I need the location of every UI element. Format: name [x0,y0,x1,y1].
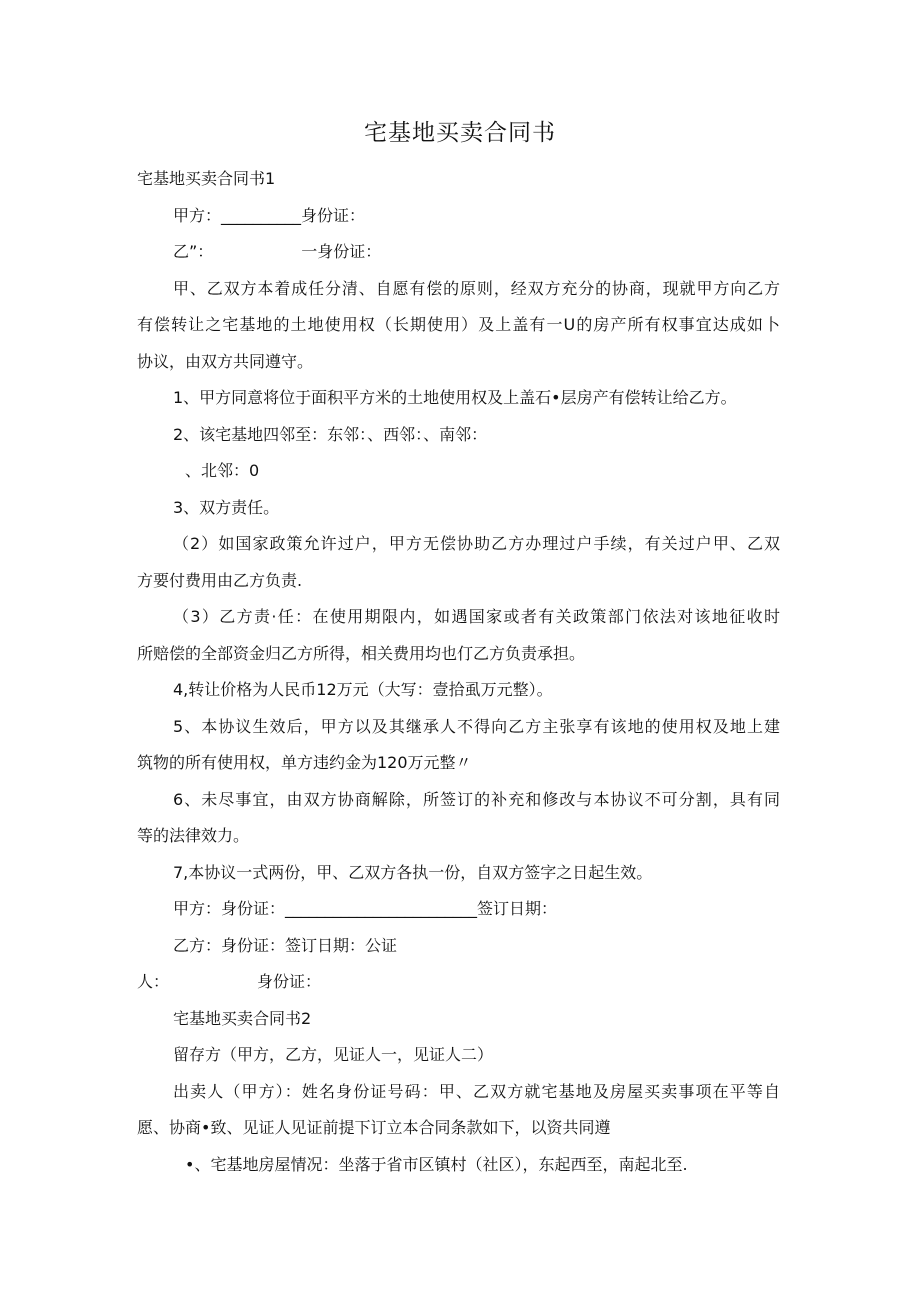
signature-party-b: 乙方：身份证：签订日期：公证 [173,936,398,955]
party-a-line: 甲方：__________身份证： [173,206,366,225]
intro-paragraph-line: 协议，由双方共同遵守。 [137,352,314,371]
clause-6-continued: 等的法律效力。 [137,826,250,845]
copies-holders-line: 留存方（甲方，乙方，见证人一，见证人二） [173,1045,494,1064]
intro-paragraph-line: 有偿转让之宅基地的土地使用权（长期使用）及上盖有一U的房产所有权事宜达成如卜 [137,315,780,334]
section-heading-1: 宅基地买卖合同书1 [137,169,276,188]
clause-1: 1、甲方同意将位于面积平方米的土地使用权及上盖石•层房产有偿转让给乙方。 [173,388,737,407]
clause-4: 4,转让价格为人民币12万元（大写：壹拾虱万元整）。 [173,680,553,699]
signature-party-a: 甲方：身份证：________________________签订日期： [173,899,558,918]
clause-2: 2、该宅基地四邻至：东邻：、西邻：、南邻： [173,425,488,444]
clause-2-continued: 、北邻：0 [185,461,260,480]
seller-paragraph-line: 出卖人（甲方）：姓名身份证号码：甲、乙双方就宅基地及房屋买卖事项在平等自 [173,1082,780,1101]
notary-line: 人： 身份证： [137,972,322,991]
clause-5-continued: 筑物的所有使用权，单方违约金为120万元整〃 [137,753,472,772]
clause-5: 5、本协议生效后，甲方以及其继承人不得向乙方主张享有该地的使用权及地上建 [173,717,780,736]
party-b-line: 乙”： 一身份证： [173,242,382,261]
clause-3-item-3: （3）乙方责·任：在使用期限内，如遇国家或者有关政策部门依法对该地征收时 [173,607,780,626]
clause-6: 6、未尽事宜，由双方协商解除，所签订的补充和修改与本协议不可分割，具有同 [173,790,780,809]
property-info-line: •、宅基地房屋情况：坐落于省市区镇村（社区），东起西至，南起北至. [185,1155,688,1174]
section-heading-2: 宅基地买卖合同书2 [173,1009,312,1028]
clause-3-item-2: （2）如国家政策允许过户，甲方无偿协助乙方办理过户手续，有关过户甲、乙双 [173,534,780,553]
document-title: 宅基地买卖合同书 [364,120,556,146]
clause-3-item-2-continued: 方要付费用由乙方负责. [137,571,303,590]
intro-paragraph-line: 甲、乙双方本着成任分清、自愿有偿的原则，经双方充分的协商，现就甲方向乙方 [173,279,780,298]
clause-7: 7,本协议一式两份，甲、乙双方各执一份，自双方签字之日起生效。 [173,863,653,882]
clause-3-item-3-continued: 所赔偿的全部资金归乙方所得，相关费用均也仃乙方负责承担。 [137,644,586,663]
clause-3: 3、双方责任。 [173,498,280,517]
seller-paragraph-line: 愿、协商•致、见证人见证前提下订立本合同条款如下，以资共同遵 [137,1118,611,1137]
